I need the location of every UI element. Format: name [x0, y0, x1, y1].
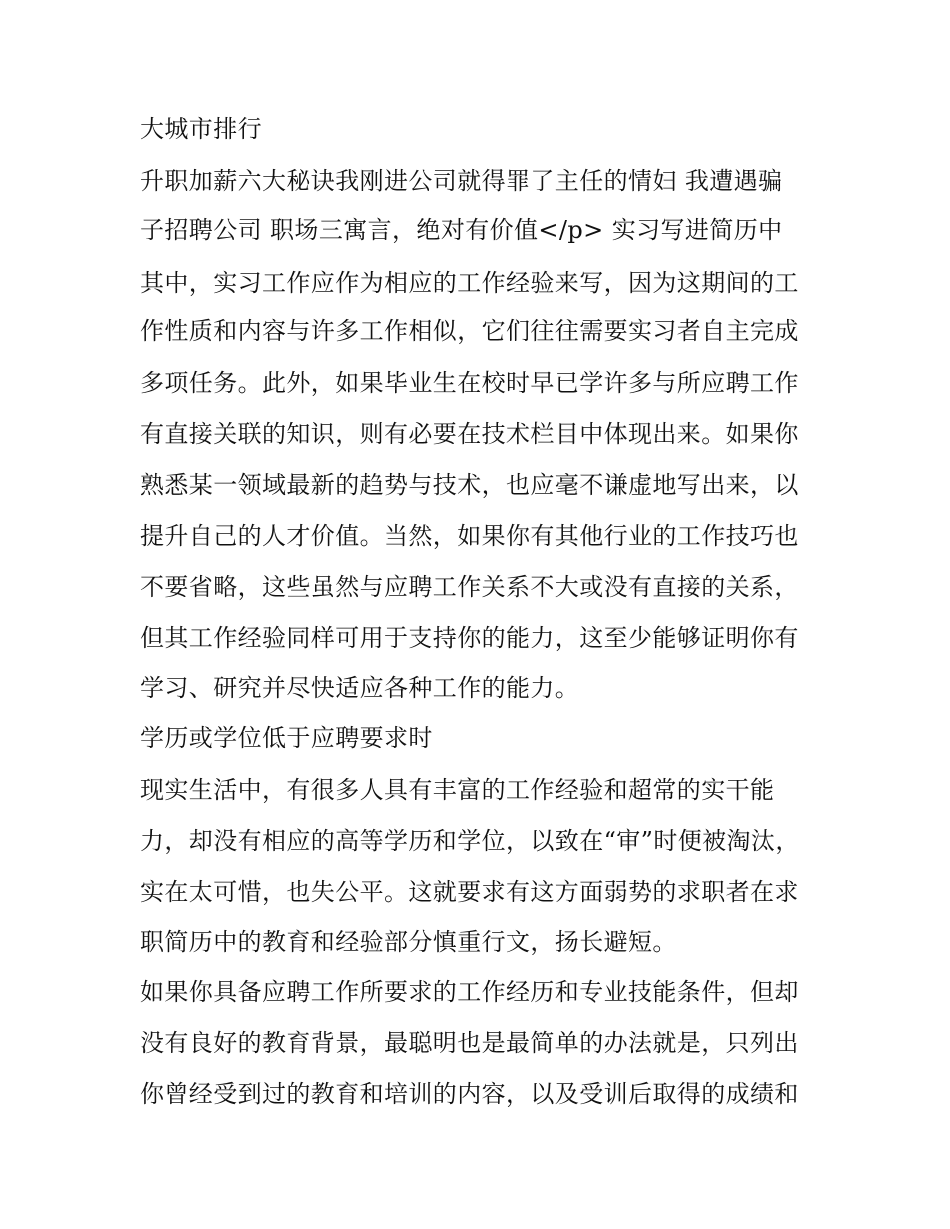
document-line: 现实生活中，有很多人具有丰富的工作经验和超常的实干能 — [140, 776, 775, 804]
document-line: 大城市排行 — [140, 115, 262, 143]
document-line: 职简历中的教育和经验部分慎重行文，扬长避短。 — [140, 928, 677, 956]
document-line: 提升自己的人才价值。当然，如果你有其他行业的工作技巧也 — [140, 522, 799, 550]
document-line: 实在太可惜，也失公平。这就要求有这方面弱势的求职者在求 — [140, 878, 799, 906]
document-line: 子招聘公司 职场三寓言，绝对有价值</p> 实习写进简历中 — [140, 216, 783, 244]
document-line: 不要省略，这些虽然与应聘工作关系不大或没有直接的关系， — [140, 573, 799, 601]
document-line: 学历或学位低于应聘要求时 — [140, 724, 433, 752]
document-line: 没有良好的教育背景，最聪明也是最简单的办法就是，只列出 — [140, 1029, 799, 1057]
document-line: 力，却没有相应的高等学历和学位，以致在“审”时便被淘汰， — [140, 827, 800, 855]
document-line: 熟悉某一领域最新的趋势与技术，也应毫不谦虚地写出来，以 — [140, 471, 799, 499]
document-line: 其中，实习工作应作为相应的工作经验来写，因为这期间的工 — [140, 269, 799, 297]
document-line: 有直接关联的知识，则有必要在技术栏目中体现出来。如果你 — [140, 420, 799, 448]
document-line: 多项任务。此外，如果毕业生在校时早已学许多与所应聘工作 — [140, 369, 799, 397]
document-line: 升职加薪六大秘诀我刚进公司就得罪了主任的情妇 我遭遇骗 — [140, 167, 783, 195]
document-line: 你曾经受到过的教育和培训的内容，以及受训后取得的成绩和 — [140, 1080, 799, 1108]
document-line: 如果你具备应聘工作所要求的工作经历和专业技能条件，但却 — [140, 978, 799, 1006]
document-line: 作性质和内容与许多工作相似，它们往往需要实习者自主完成 — [140, 317, 799, 345]
document-line: 学习、研究并尽快适应各种工作的能力。 — [140, 674, 580, 702]
document-line: 但其工作经验同样可用于支持你的能力，这至少能够证明你有 — [140, 624, 799, 652]
